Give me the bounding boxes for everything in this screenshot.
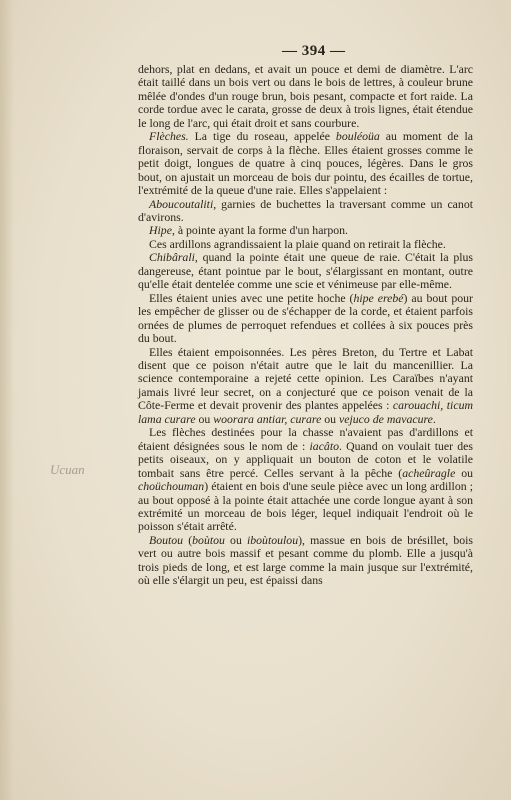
body-text xyxy=(138,63,473,588)
paragraph xyxy=(138,198,473,225)
italic-term: carouachi, ticum lama curare xyxy=(138,398,473,426)
paragraph xyxy=(138,130,473,197)
italic-term: Boutou xyxy=(149,532,184,547)
paragraph xyxy=(138,426,473,534)
paragraph xyxy=(138,238,473,251)
italic-term: iacâto xyxy=(309,438,340,453)
text-run: Elles étaient empoisonnées. Les pères Breton, du Tertre et Labat disent que ce poison n'était autre que le lait du mancenillier. La science contemporaine a rejeté cette opinion. Les Caraïbes n'ayant jamais livré leur secret, on a conjecturé que ce poison venait de la Côte-Ferme et devait provenir des plantes appelées : xyxy=(138,344,473,413)
text-run: . xyxy=(432,411,436,426)
text-run: ) au bout pour les empêcher de glisser ou de s'échapper de la corde, et étaient parfois ornées de plumes de perroquet refendues et collées à six pouces près du bout. xyxy=(138,290,473,346)
italic-term: vejuco de mavacure xyxy=(339,411,433,426)
page-spine-shadow xyxy=(0,0,14,800)
margin-handwriting: Ucuan xyxy=(50,462,85,477)
text-run: La tige du roseau, appelée xyxy=(188,129,336,144)
paragraph xyxy=(138,346,473,427)
italic-term: hipe erebé xyxy=(353,290,404,305)
italic-term: iboùtoulou xyxy=(246,532,299,547)
italic-term: choüchouman xyxy=(138,479,205,494)
italic-term: Hipe xyxy=(149,223,172,238)
paragraph xyxy=(138,224,473,237)
italic-term: Flèches. xyxy=(149,129,189,144)
text-run: Ces ardillons agrandissaient la plaie quand on retirait la flèche. xyxy=(149,236,446,251)
text-run: ( xyxy=(183,532,193,547)
italic-term: Chibârali xyxy=(149,250,195,265)
italic-term: woorara antiar, curare xyxy=(213,411,322,426)
text-run: dehors, plat en dedans, et avait un pouce et demi de diamètre. L'arc était taillé dans un bois vert ou dans le bois de lettres, à couleur brune mêlée d'ondes d'un rouge brun, bois pesant, compacte et fort raide. La corde tordue avec le carata, grosse de deux à trois lignes, était étendue le long de l'arc, qui était droit et sans courbure. xyxy=(138,62,473,130)
paragraph xyxy=(138,63,473,130)
paragraph xyxy=(138,292,473,346)
text-run: , garnies de buchettes la traversant comme un canot d'avirons. xyxy=(138,196,473,224)
italic-term: Aboucoutaliti xyxy=(149,196,214,211)
text-run: ou xyxy=(455,465,473,480)
text-run: ) étaient en bois d'une seule pièce avec un long ardillon ; au bout opposé à la pointe était attachée une corde longue ayant à son extrémité un morceau de bois léger, lequel indiquait l'endroit où le poisson s'était arrêté. xyxy=(138,479,473,534)
paragraph xyxy=(138,251,473,291)
text-run: , quand la pointe était une queue de raie. C'était la plus dangereuse, étant pointue par le bout, s'élargissant en montant, outre qu'elle était dentelée comme une scie et vénimeuse par elle-même. xyxy=(138,250,473,292)
text-run: Les flèches destinées pour la chasse n'avaient pas d'ardillons et étaient désignées sous le nom de : xyxy=(138,425,473,453)
text-run: au moment de la floraison, servait de corps à la flèche. Elles étaient grosses comme le petit doigt, longues de quatre à cinq pouces, légères. Dans le gros bout, on ajustait un morceau de bois dur pointu, des écailles de tortue, l'extrémité de la queue d'une raie. Elles s'appelaient : xyxy=(138,129,473,198)
italic-term: bouléoüa xyxy=(335,129,380,144)
text-run: Elles étaient unies avec une petite hoche ( xyxy=(149,290,354,305)
text-run: . Quand on voulait tuer des petits oiseaux, on y appliquait un bouton de coton et le volatile tombait sans être percé. Celles servant à la pêche ( xyxy=(138,438,473,480)
text-run: ), massue en bois de brésillet, bois vert ou autre bois massif et pesant comme du plomb. Elle a jusqu'à trois pieds de long, et est large comme la main jusque sur l'extrémité, où elle s'élargit un peu, est épaissi dans xyxy=(138,532,473,588)
italic-term: acheûragle xyxy=(402,465,456,480)
text-run: ou xyxy=(195,411,214,426)
page-number: — 394 — xyxy=(282,43,346,59)
text-run: , à pointe ayant la forme d'un harpon. xyxy=(171,223,349,238)
paragraph xyxy=(138,534,473,588)
text-run: ou xyxy=(321,411,340,426)
italic-term: boùtou xyxy=(192,532,225,547)
text-run: ou xyxy=(224,532,247,547)
